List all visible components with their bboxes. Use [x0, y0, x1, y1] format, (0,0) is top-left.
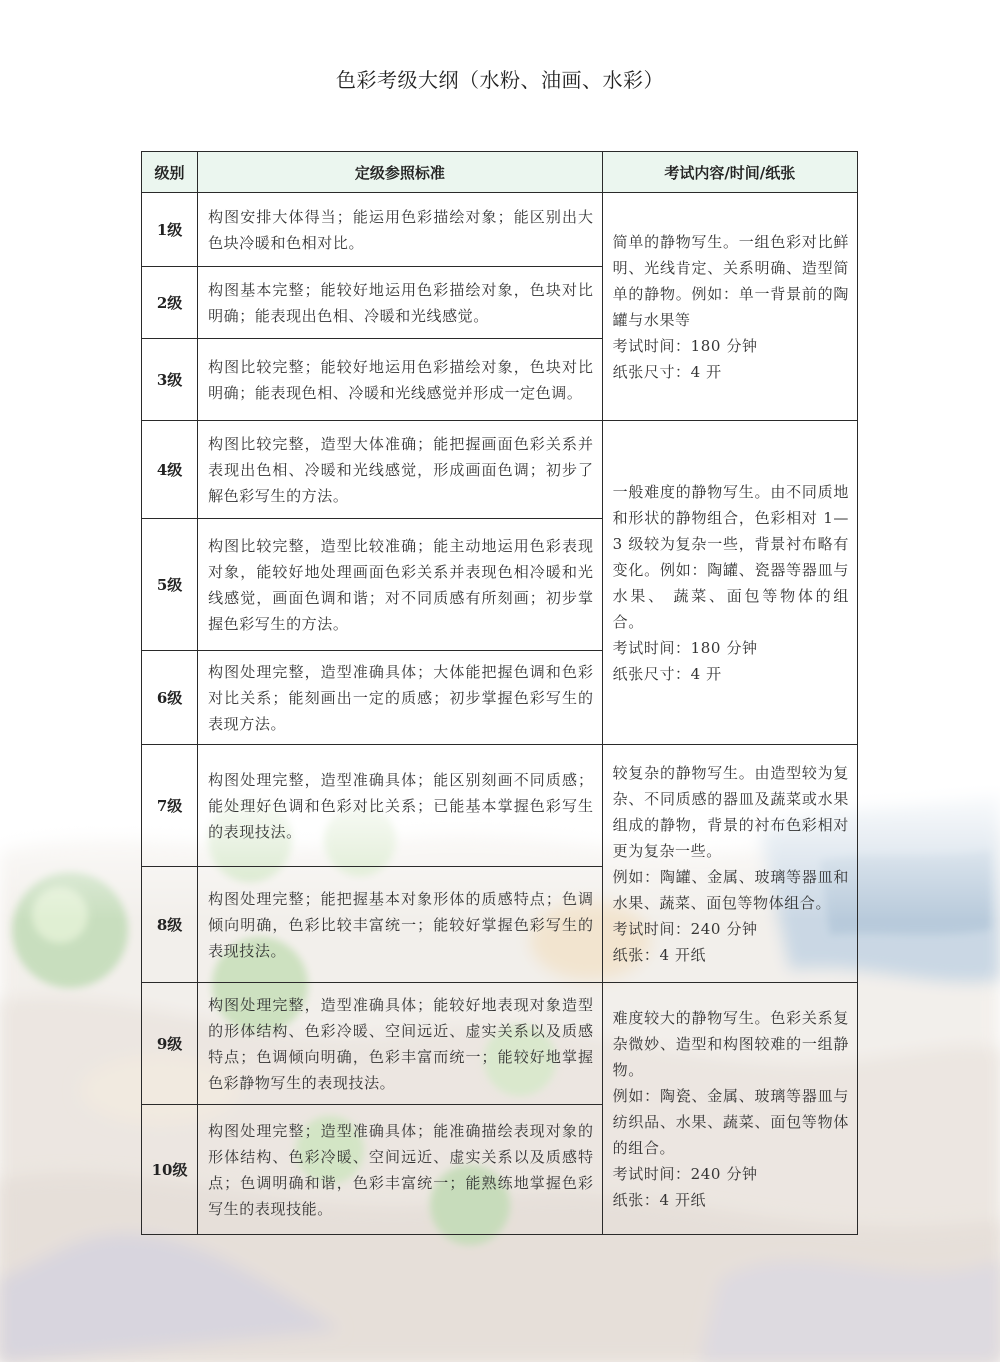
level-cell: 5级: [142, 519, 198, 651]
table-row: [142, 421, 858, 519]
exam-paper: 纸张尺寸：4 开: [612, 664, 722, 683]
exam-cell-group-4: [602, 983, 857, 1235]
level-cell: 7级: [142, 745, 198, 867]
exam-paper: 纸张：4 开纸: [612, 945, 707, 964]
level-cell: 10级: [142, 1105, 198, 1235]
exam-time: 考试时间：240 分钟: [612, 919, 758, 938]
exam-time: 考试时间：240 分钟: [612, 1164, 758, 1183]
exam-paper: 纸张：4 开纸: [612, 1190, 707, 1209]
header-level: 级别: [142, 152, 198, 193]
table-row: [142, 745, 858, 867]
table-row: [142, 983, 858, 1105]
criteria-cell: 构图处理完整；造型准确具体；能准确描绘表现对象的形体结构、色彩冷暖、空间远近、虚实关系以及质感特点；色调明确和谐，色彩丰富统一；能熟练地掌握色彩写生的表现技能。: [198, 1105, 603, 1235]
header-exam: 考试内容/时间/纸张: [602, 152, 857, 193]
level-cell: 2级: [142, 267, 198, 339]
exam-paper: 纸张尺寸：4 开: [612, 362, 722, 381]
criteria-cell: 构图安排大体得当；能运用色彩描绘对象；能区别出大色块冷暖和色相对比。: [198, 193, 603, 267]
exam-content: 难度较大的静物写生。色彩关系复杂微妙、造型和构图较难的一组静物。: [612, 1008, 849, 1079]
level-cell: 3级: [142, 339, 198, 421]
criteria-cell: 构图处理完整，造型准确具体；大体能把握色调和色彩对比关系；能刻画出一定的质感；初步掌握色彩写生的表现方法。: [198, 651, 603, 745]
criteria-cell: 构图比较完整，造型大体准确；能把握画面色彩关系并表现出色相、冷暖和光线感觉，形成画面色调；初步了解色彩写生的方法。: [198, 421, 603, 519]
header-criteria: 定级参照标准: [198, 152, 603, 193]
exam-example: 例如：陶瓷、金属、玻璃等器皿与纺织品、水果、蔬菜、面包等物体的组合。: [612, 1086, 849, 1157]
criteria-cell: 构图基本完整；能较好地运用色彩描绘对象，色块对比明确；能表现出色相、冷暖和光线感觉。: [198, 267, 603, 339]
level-cell: 4级: [142, 421, 198, 519]
criteria-cell: 构图比较完整；能较好地运用色彩描绘对象，色块对比明确；能表现色相、冷暖和光线感觉并形成一定色调。: [198, 339, 603, 421]
exam-time: 考试时间：180 分钟: [612, 638, 758, 657]
level-cell: 9级: [142, 983, 198, 1105]
table-header-row: [142, 152, 858, 193]
level-cell: 6级: [142, 651, 198, 745]
exam-content: 一般难度的静物写生。由不同质地和形状的静物组合，色彩相对 1—3 级较为复杂一些，背景衬布略有变化。例如：陶罐、瓷器等器皿与水果、 蔬菜、面包等物体的组合。: [612, 482, 849, 631]
criteria-cell: 构图处理完整，造型准确具体；能较好地表现对象造型的形体结构、色彩冷暖、空间远近、虚实关系以及质感特点；色调倾向明确，色彩丰富而统一；能较好地掌握色彩静物写生的表现技法。: [198, 983, 603, 1105]
exam-cell-group-1: [602, 193, 857, 421]
exam-content: 较复杂的静物写生。由造型较为复杂、不同质感的器皿及蔬菜或水果组成的静物，背景的衬布色彩相对更为复杂一些。: [612, 763, 849, 860]
exam-example: 例如：陶罐、金属、玻璃等器皿和水果、蔬菜、面包等物体组合。: [612, 867, 849, 912]
table-row: [142, 193, 858, 267]
criteria-cell: 构图比较完整，造型比较准确；能主动地运用色彩表现对象，能较好地处理画面色彩关系并表现色相冷暖和光线感觉，画面色调和谐；对不同质感有所刻画；初步掌握色彩写生的方法。: [198, 519, 603, 651]
level-cell: 1级: [142, 193, 198, 267]
level-cell: 8级: [142, 867, 198, 983]
criteria-cell: 构图处理完整，造型准确具体；能区别刻画不同质感；能处理好色调和色彩对比关系；已能基本掌握色彩写生的表现技法。: [198, 745, 603, 867]
exam-content: 简单的静物写生。一组色彩对比鲜明、光线肯定、关系明确、造型简单的静物。例如：单一背景前的陶罐与水果等: [612, 232, 849, 329]
exam-cell-group-3: [602, 745, 857, 983]
syllabus-table: [141, 151, 858, 1235]
exam-time: 考试时间：180 分钟: [612, 336, 758, 355]
page-title: 色彩考级大纲（水粉、油画、水彩）: [336, 68, 664, 92]
criteria-cell: 构图处理完整；能把握基本对象形体的质感特点；色调倾向明确，色彩比较丰富统一；能较好掌握色彩写生的表现技法。: [198, 867, 603, 983]
exam-cell-group-2: [602, 421, 857, 745]
